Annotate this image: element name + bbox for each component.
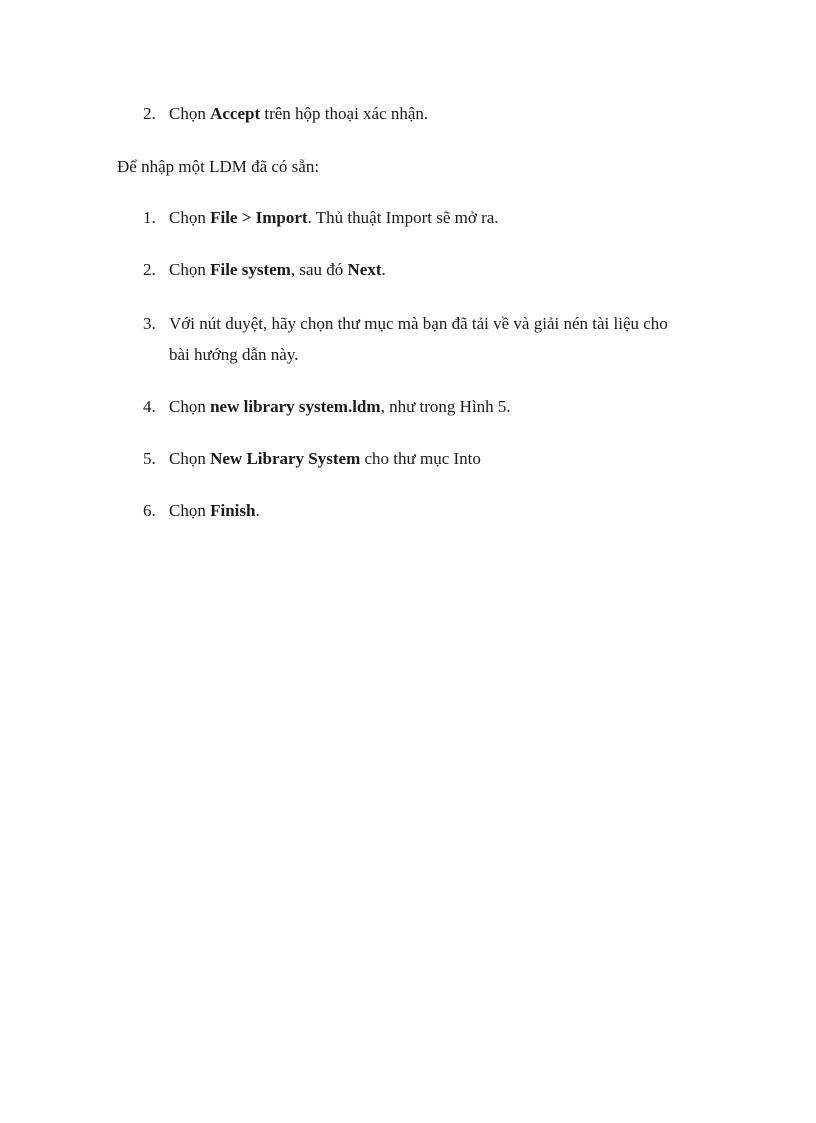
text-run: cho thư mục Into (360, 449, 481, 468)
bold-text: File system (210, 260, 291, 279)
text-run: Chọn (169, 260, 211, 279)
text-run: Chọn (169, 104, 211, 123)
bold-text: File > Import (210, 208, 308, 227)
list-number: 1. (143, 208, 156, 227)
list-item-step-5 (169, 448, 481, 469)
list-number: 5. (143, 449, 156, 468)
list-item-step-6 (169, 500, 260, 521)
list-number: 4. (143, 397, 156, 416)
list-item-step-3-line-2: bài hướng dẫn này. (169, 345, 299, 364)
text-run: . (381, 260, 386, 279)
list-item-step-4 (169, 396, 511, 417)
text-run: trên hộp thoại xác nhận. (260, 104, 429, 123)
list-item-step-1 (169, 207, 499, 228)
list-item-accept (169, 103, 428, 124)
bold-text: new library system.ldm (210, 397, 381, 416)
bold-text: Accept (210, 104, 261, 123)
list-number: 6. (143, 501, 156, 520)
text-run: Chọn (169, 501, 211, 520)
text-run: , sau đó (290, 260, 348, 279)
text-run: Chọn (169, 397, 211, 416)
list-number: 2. (143, 260, 156, 279)
list-number: 2. (143, 104, 156, 123)
list-item-step-3-line-1: Với nút duyệt, hãy chọn thư mục mà bạn đã tải về và giải nén tài liệu cho (169, 314, 668, 333)
bold-text: New Library System (210, 449, 361, 468)
list-number: 3. (143, 314, 156, 333)
bold-text: Finish (210, 501, 256, 520)
text-run: Chọn (169, 449, 211, 468)
text-run: , như trong Hình 5. (380, 397, 511, 416)
bold-text: Next (347, 260, 382, 279)
list-item-step-2 (169, 259, 386, 280)
text-run: . Thủ thuật Import sẽ mở ra. (307, 208, 499, 227)
text-run: Chọn (169, 208, 211, 227)
text-run: . (255, 501, 260, 520)
intro-paragraph: Để nhập một LDM đã có sẵn: (117, 157, 320, 176)
